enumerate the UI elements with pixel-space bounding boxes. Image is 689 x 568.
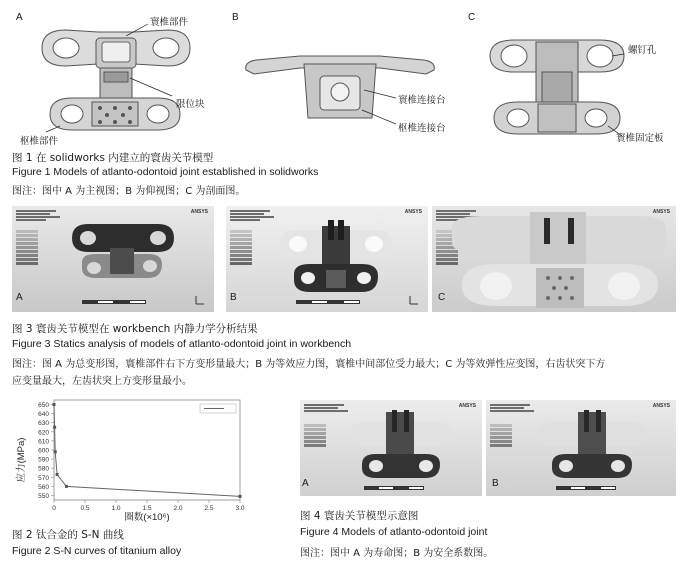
y-tick-label: 580 bbox=[38, 465, 49, 473]
fig3-b-stress-model bbox=[276, 214, 396, 300]
data-point bbox=[53, 426, 56, 429]
data-point bbox=[53, 403, 56, 406]
y-tick-label: 650 bbox=[38, 402, 49, 410]
callout-limit-block: 限位块 bbox=[176, 99, 205, 110]
y-tick-label: 600 bbox=[38, 447, 49, 455]
fig1-caption-cn: 图 1 在 solidworks 内建立的寰齿关节模型 bbox=[12, 152, 214, 164]
fig1-panel-c-label: C bbox=[468, 12, 476, 23]
x-tick-label: 0 bbox=[52, 505, 56, 512]
callout-axis-part: 枢椎部件 bbox=[20, 136, 59, 147]
callout-atlas-fixing-plate: 寰椎固定板 bbox=[616, 133, 664, 144]
data-point bbox=[56, 473, 59, 476]
fig3-caption-en: Figure 3 Statics analysis of models of atlanto-odontoid joint in workbench bbox=[12, 338, 352, 350]
fig3-c-ansys-logo: ANSYS bbox=[652, 209, 670, 215]
fig3-a-deformation-model bbox=[68, 218, 178, 288]
fig4-panel-b-label: B bbox=[492, 478, 499, 489]
sn-curve-chart bbox=[12, 396, 248, 524]
y-tick-label: 570 bbox=[38, 474, 49, 482]
callout-atlas-connector: 寰椎连接台 bbox=[398, 95, 446, 106]
fig3-a-ansys-logo: ANSYS bbox=[190, 209, 208, 215]
x-tick-label: 1.5 bbox=[142, 505, 152, 512]
fig4-caption-en: Figure 4 Models of atlanto-odontoid joint bbox=[300, 526, 488, 538]
data-point bbox=[239, 495, 242, 498]
fig1-caption-en: Figure 1 Models of atlanto-odontoid joint established in solidworks bbox=[12, 166, 319, 178]
fig3-render-c bbox=[432, 206, 676, 312]
x-tick-label: 0.5 bbox=[80, 505, 90, 512]
fig3-caption-cn: 图 3 寰齿关节模型在 workbench 内静力学分析结果 bbox=[12, 323, 258, 335]
y-axis-label: 应力(MPa) bbox=[16, 437, 27, 483]
fig4-a-ansys-logo: ANSYS bbox=[458, 403, 476, 409]
fig4-note: 图注：图中 A 为寿命图；B 为安全系数图。 bbox=[300, 548, 494, 559]
callout-axis-connector: 枢椎连接台 bbox=[398, 123, 446, 134]
y-tick-label: 550 bbox=[38, 492, 49, 500]
x-tick-label: 3.0 bbox=[235, 505, 245, 512]
y-tick-label: 610 bbox=[38, 438, 49, 446]
callout-screw-hole: 螺钉孔 bbox=[628, 45, 657, 56]
fig4-caption-cn: 图 4 寰齿关节模型示意图 bbox=[300, 510, 419, 522]
y-tick-label: 630 bbox=[38, 420, 49, 428]
fig3-panel-a-label: A bbox=[16, 292, 23, 303]
fig1-front-view-model bbox=[30, 18, 200, 148]
x-tick-label: 2.5 bbox=[204, 505, 214, 512]
fig3-note-line-2: 应变量最大，左齿状突上方变形量最小。 bbox=[12, 376, 192, 387]
x-tick-label: 1.0 bbox=[111, 505, 121, 512]
fig4-b-safety-factor-model bbox=[532, 408, 652, 482]
fig1-bottom-view-model bbox=[240, 34, 440, 134]
fig1-note: 图注：图中 A 为主视图；B 为仰视图；C 为剖面图。 bbox=[12, 186, 246, 197]
x-axis-label: 圈数(×10⁶) bbox=[124, 512, 170, 523]
x-tick-label: 2.0 bbox=[173, 505, 183, 512]
y-tick-label: 560 bbox=[38, 483, 49, 491]
fig3-note-line-1: 图注：图 A 为总变形图，寰椎部件右下方变形量最大；B 为等效应力图，寰椎中间部位受力最大；C 为等效弹性应变图，右齿状突下方 bbox=[12, 359, 606, 370]
fig1-panel-b-label: B bbox=[232, 12, 239, 23]
fig3-panel-b-label: B bbox=[230, 292, 237, 303]
fig3-render-a bbox=[12, 206, 214, 312]
fig3-b-ansys-logo: ANSYS bbox=[404, 209, 422, 215]
data-point bbox=[65, 485, 68, 488]
fig4-a-life-model bbox=[346, 408, 456, 482]
plot-area bbox=[54, 400, 240, 500]
callout-atlas-part: 寰椎部件 bbox=[150, 17, 189, 28]
fig2-caption-cn: 图 2 钛合金的 S-N 曲线 bbox=[12, 529, 124, 541]
y-tick-label: 590 bbox=[38, 456, 49, 464]
fig4-b-ansys-logo: ANSYS bbox=[652, 403, 670, 409]
fig2-caption-en: Figure 2 S-N curves of titanium alloy bbox=[12, 545, 182, 557]
fig3-render-b bbox=[226, 206, 428, 312]
fig3-panel-c-label: C bbox=[438, 292, 446, 303]
fig3-c-strain-model bbox=[452, 206, 666, 312]
fig1-panel-a-label: A bbox=[16, 12, 23, 23]
fig4-panel-a-label: A bbox=[302, 478, 309, 489]
fig1-section-view-model bbox=[482, 18, 632, 142]
y-tick-label: 640 bbox=[38, 411, 49, 419]
chart-legend bbox=[200, 404, 236, 413]
y-tick-label: 620 bbox=[38, 429, 49, 437]
fig4-render-a bbox=[300, 400, 482, 496]
fig4-render-b bbox=[486, 400, 676, 496]
data-point bbox=[54, 450, 57, 453]
